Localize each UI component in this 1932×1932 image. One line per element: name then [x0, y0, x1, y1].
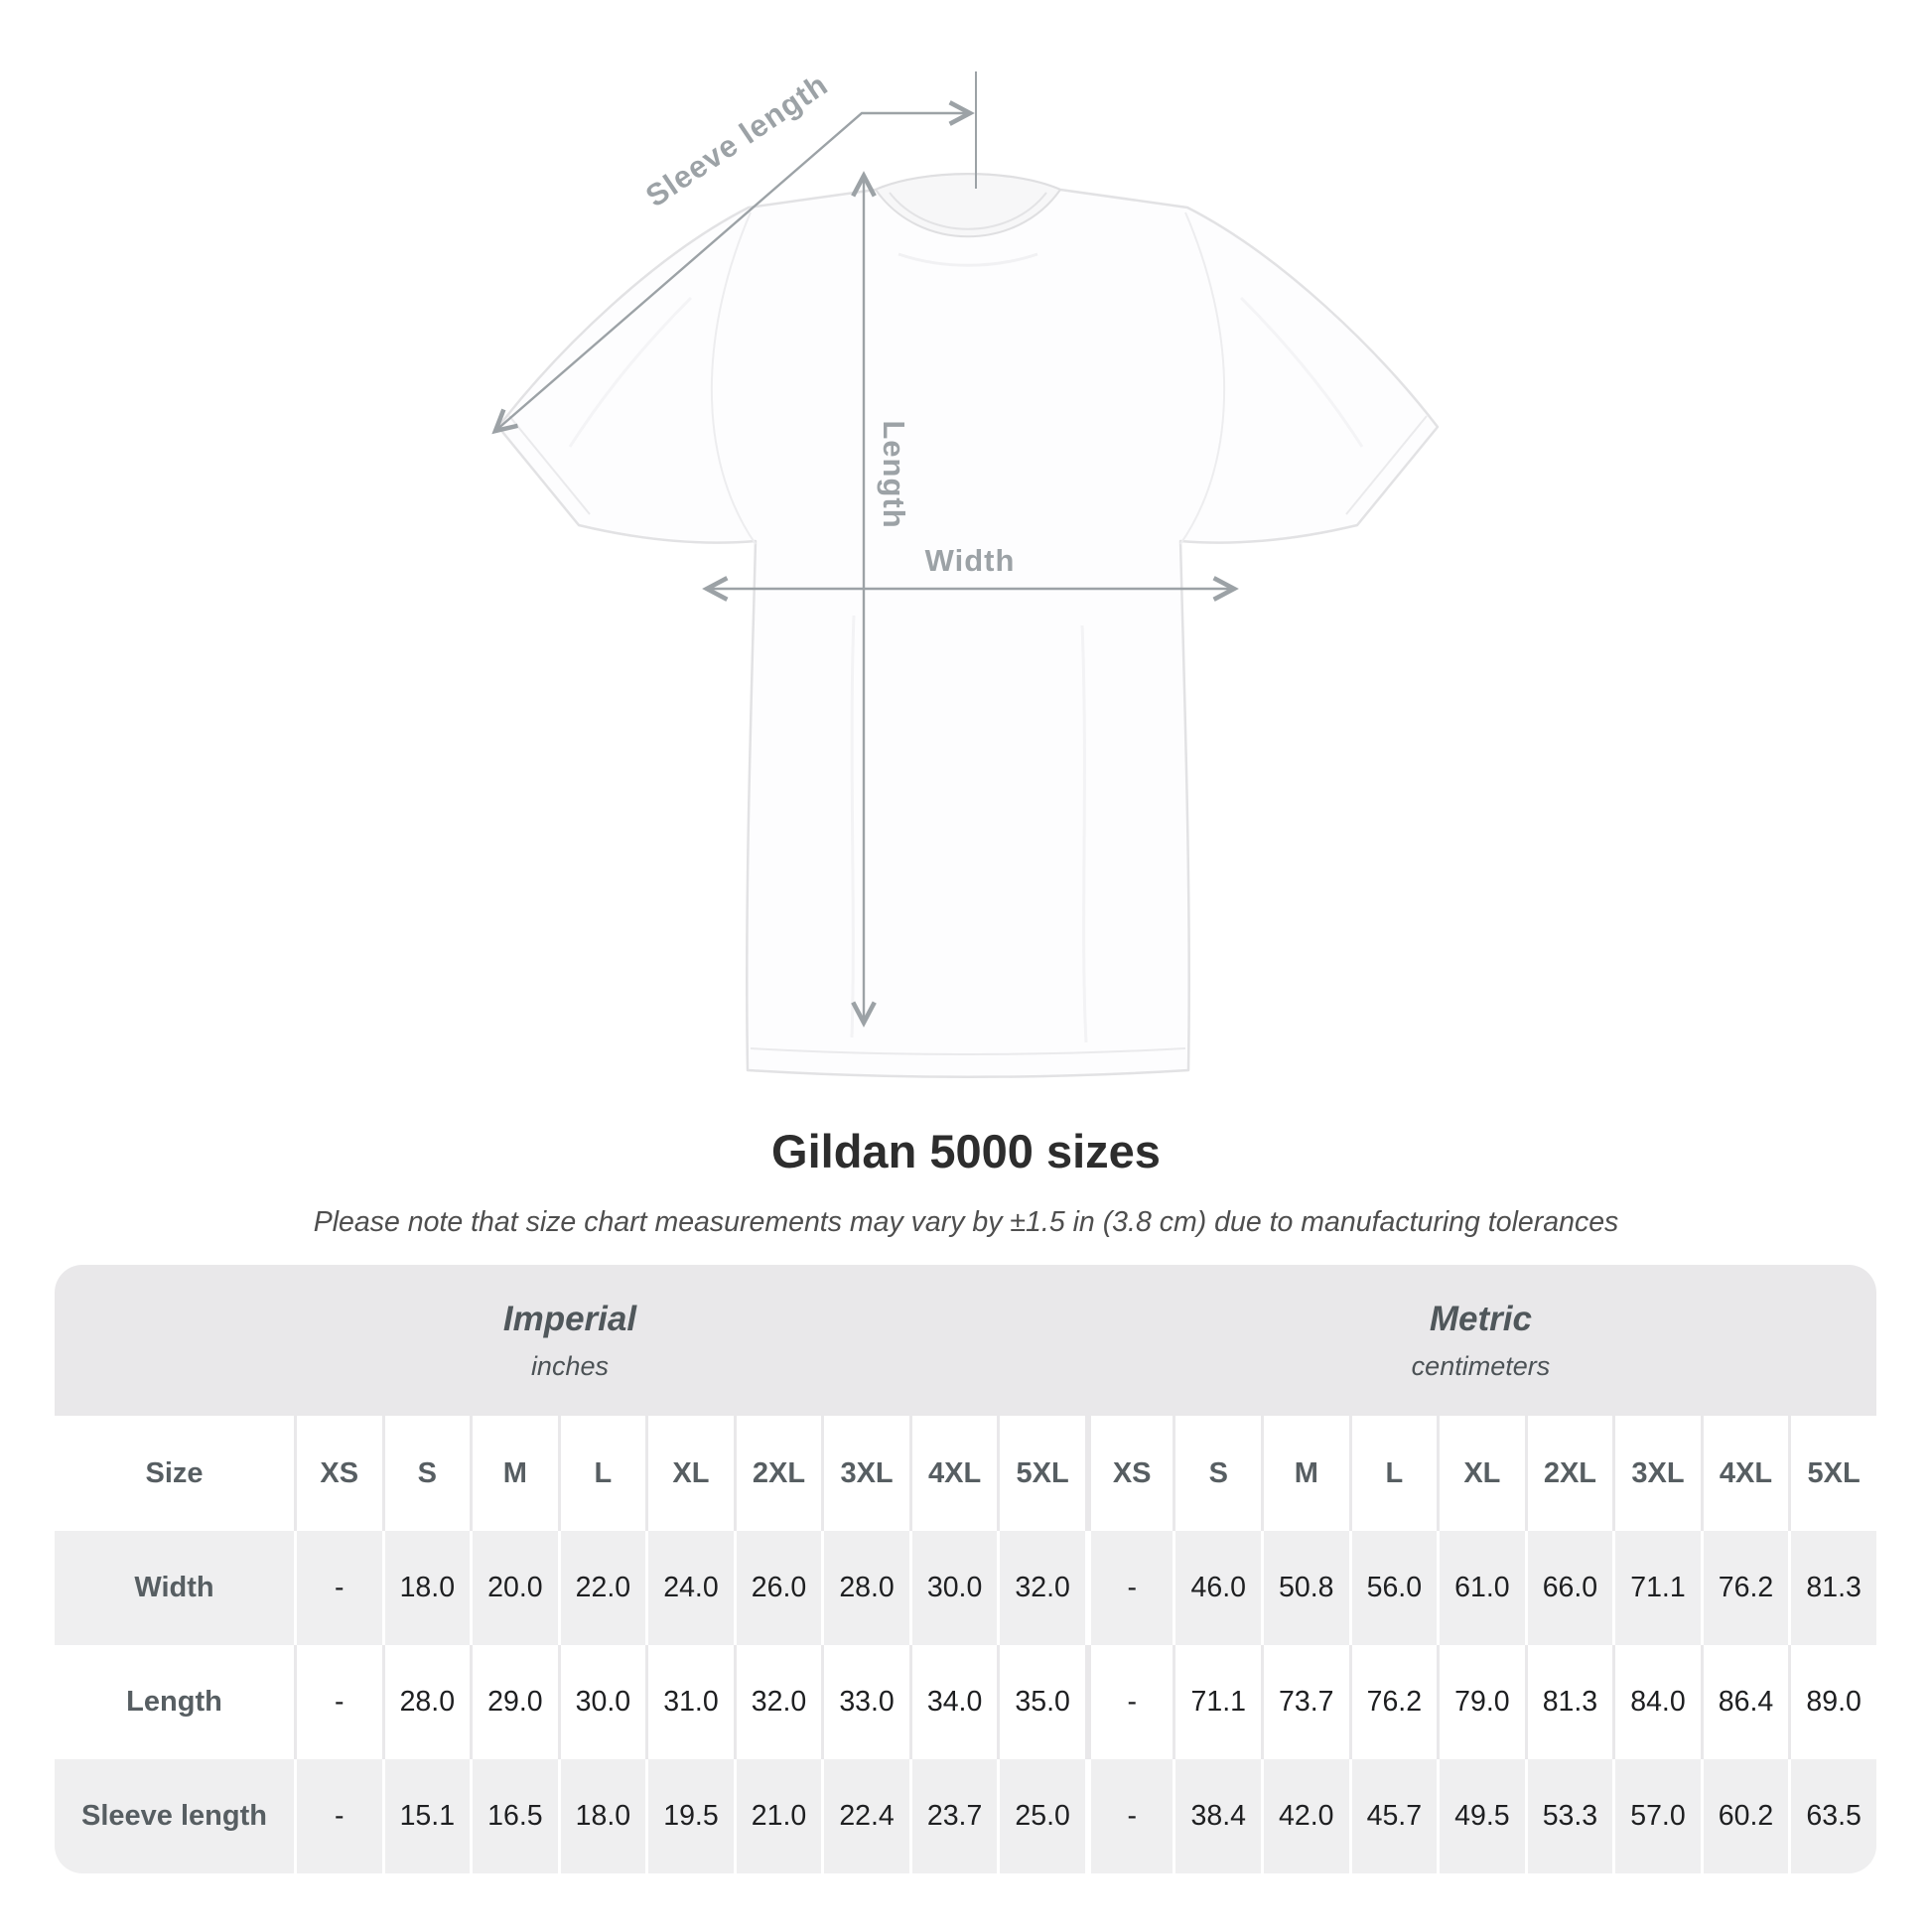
width-row [55, 1531, 1876, 1645]
value-cell: 28.0 [382, 1645, 471, 1759]
value-cell: - [294, 1645, 382, 1759]
value-cell: 30.0 [909, 1531, 998, 1645]
size-header-imperial: 2XL [734, 1416, 822, 1531]
value-cell: 30.0 [558, 1645, 646, 1759]
size-header-metric: L [1349, 1416, 1438, 1531]
length-label: Length [877, 420, 911, 529]
value-cell: 35.0 [997, 1645, 1085, 1759]
value-cell: 81.3 [1788, 1531, 1876, 1645]
value-cell: 73.7 [1261, 1645, 1349, 1759]
metric-group-unit: centimeters [1411, 1350, 1551, 1381]
imperial-group-header [55, 1265, 1085, 1416]
size-header-imperial: L [558, 1416, 646, 1531]
value-cell: 16.5 [470, 1759, 558, 1873]
metric-group-name: Metric [1429, 1299, 1532, 1338]
size-header-imperial: 5XL [997, 1416, 1085, 1531]
value-cell: 79.0 [1437, 1645, 1525, 1759]
value-cell: 34.0 [909, 1645, 998, 1759]
value-cell: 71.1 [1612, 1531, 1701, 1645]
value-cell: 32.0 [997, 1531, 1085, 1645]
value-cell: 38.4 [1173, 1759, 1261, 1873]
value-cell: 32.0 [734, 1645, 822, 1759]
shirt-outline [498, 174, 1438, 1077]
imperial-group-name: Imperial [502, 1299, 637, 1338]
value-cell: - [1085, 1531, 1173, 1645]
value-cell: - [1085, 1759, 1173, 1873]
size-header-metric: 5XL [1788, 1416, 1876, 1531]
size-header-metric: S [1173, 1416, 1261, 1531]
value-cell: 49.5 [1437, 1759, 1525, 1873]
value-cell: 46.0 [1173, 1531, 1261, 1645]
value-cell: 15.1 [382, 1759, 471, 1873]
value-cell: 66.0 [1525, 1531, 1613, 1645]
size-header-imperial: XS [294, 1416, 382, 1531]
size-header-imperial: 3XL [821, 1416, 909, 1531]
value-cell: 76.2 [1349, 1645, 1438, 1759]
size-header-imperial: M [470, 1416, 558, 1531]
value-cell: 19.5 [645, 1759, 734, 1873]
size-table [55, 1265, 1876, 1873]
value-cell: 45.7 [1349, 1759, 1438, 1873]
size-header-metric: M [1261, 1416, 1349, 1531]
size-header-imperial: S [382, 1416, 471, 1531]
row-label-length: Length [55, 1645, 294, 1759]
size-col-header: Size [55, 1416, 294, 1531]
value-cell: 18.0 [382, 1531, 471, 1645]
sleeve-length-label: Sleeve length [639, 67, 835, 214]
value-cell: 23.7 [909, 1759, 998, 1873]
value-cell: 60.2 [1701, 1759, 1789, 1873]
value-cell: 84.0 [1612, 1645, 1701, 1759]
imperial-group-unit: inches [530, 1350, 609, 1381]
value-cell: 26.0 [734, 1531, 822, 1645]
value-cell: 28.0 [821, 1531, 909, 1645]
value-cell: 81.3 [1525, 1645, 1613, 1759]
value-cell: 42.0 [1261, 1759, 1349, 1873]
metric-group-header [1085, 1265, 1876, 1416]
page-subtitle: Please note that size chart measurements may vary by ±1.5 in (3.8 cm) due to manufacturing tolerances [313, 1206, 1619, 1238]
size-header-imperial: XL [645, 1416, 734, 1531]
tshirt-graphic [498, 174, 1438, 1077]
value-cell: 21.0 [734, 1759, 822, 1873]
size-header-metric: XS [1085, 1416, 1173, 1531]
value-cell: 50.8 [1261, 1531, 1349, 1645]
fold-line [852, 616, 854, 1037]
sleeve-length-row [55, 1759, 1876, 1873]
width-label: Width [924, 543, 1016, 578]
value-cell: 57.0 [1612, 1759, 1701, 1873]
value-cell: 25.0 [997, 1759, 1085, 1873]
value-cell: 71.1 [1173, 1645, 1261, 1759]
size-header-metric: 3XL [1612, 1416, 1701, 1531]
value-cell: 24.0 [645, 1531, 734, 1645]
length-row [55, 1645, 1876, 1759]
value-cell: 53.3 [1525, 1759, 1613, 1873]
size-header-metric: 4XL [1701, 1416, 1789, 1531]
value-cell: 18.0 [558, 1759, 646, 1873]
value-cell: 22.0 [558, 1531, 646, 1645]
size-header-metric: 2XL [1525, 1416, 1613, 1531]
unit-group-row [55, 1265, 1876, 1416]
value-cell: 61.0 [1437, 1531, 1525, 1645]
value-cell: 86.4 [1701, 1645, 1789, 1759]
value-cell: 63.5 [1788, 1759, 1876, 1873]
size-header-metric: XL [1437, 1416, 1525, 1531]
value-cell: 22.4 [821, 1759, 909, 1873]
value-cell: 89.0 [1788, 1645, 1876, 1759]
size-header-imperial: 4XL [909, 1416, 998, 1531]
page-title: Gildan 5000 sizes [771, 1125, 1161, 1177]
value-cell: - [294, 1531, 382, 1645]
value-cell: 29.0 [470, 1645, 558, 1759]
row-label-sleeve-length: Sleeve length [55, 1759, 294, 1873]
value-cell: 20.0 [470, 1531, 558, 1645]
value-cell: 31.0 [645, 1645, 734, 1759]
value-cell: - [1085, 1645, 1173, 1759]
value-cell: 33.0 [821, 1645, 909, 1759]
size-header-row [55, 1416, 1876, 1531]
value-cell: - [294, 1759, 382, 1873]
value-cell: 76.2 [1701, 1531, 1789, 1645]
row-label-width: Width [55, 1531, 294, 1645]
value-cell: 56.0 [1349, 1531, 1438, 1645]
